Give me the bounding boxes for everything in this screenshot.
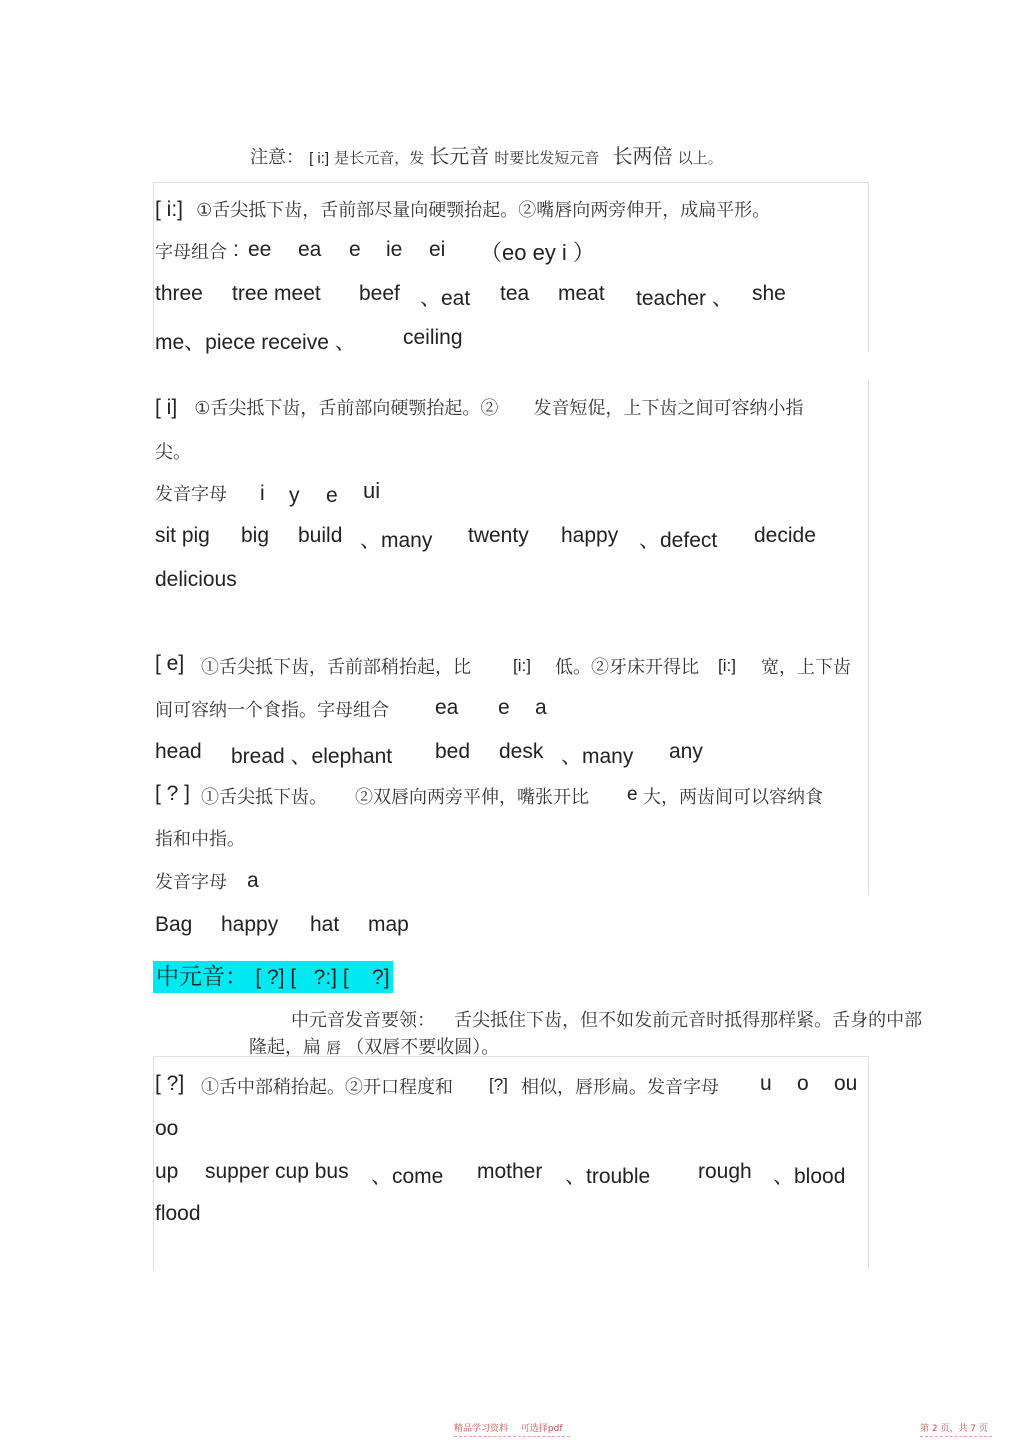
mid-tips-text-3: 唇 — [326, 1039, 342, 1057]
s1-words-line-2 — [155, 326, 855, 354]
note-text-4: 长两倍 — [612, 144, 673, 168]
s3-line-2: 间可容纳一个食指。字母组合 — [155, 700, 389, 721]
s2-description-3: 尖。 — [155, 442, 191, 463]
note-symbol: [ i:] — [309, 150, 330, 167]
s4-line-2: 指和中指。 — [155, 829, 245, 850]
letter: u — [760, 1072, 772, 1095]
mid-tips-line-1 — [291, 1006, 922, 1032]
s4-description-1: ①舌尖抵下齿。 — [201, 787, 327, 808]
s1-combo-label: 字母组合 — [155, 242, 227, 263]
letter: a — [535, 696, 547, 719]
s5-words-line-1 — [155, 1160, 865, 1188]
word: 、defect — [639, 529, 718, 552]
note-text-2: 长元音 — [429, 144, 490, 168]
word: three — [155, 282, 203, 305]
word: tea — [500, 282, 530, 305]
s1-description: ①舌尖抵下齿，舌前部尽量向硬颚抬起。②嘴唇向两旁伸开，成扁平形。 — [196, 200, 771, 221]
word: 、many — [360, 529, 433, 552]
footer-page-number: 第 2 页，共 7 页 — [920, 1424, 988, 1434]
s4-letters-line — [155, 868, 455, 896]
s3-description-3: 宽，上下齿 — [761, 657, 851, 678]
note-text-5: 以上。 — [677, 149, 723, 167]
word: tree meet — [232, 282, 321, 305]
word: supper cup bus — [205, 1160, 349, 1183]
s1-symbol: [ i:] — [155, 198, 184, 221]
s3-symbol: [ e] — [155, 652, 185, 675]
word: hat — [310, 913, 340, 936]
footer-left-text-2: 可选择pdf — [520, 1424, 563, 1434]
letter: y — [289, 484, 300, 507]
mid-heading-zh: 中元音： — [156, 964, 248, 990]
s5-description-line — [155, 1072, 865, 1100]
s3-letters-line — [155, 696, 855, 724]
word: meat — [558, 282, 605, 305]
word: any — [669, 740, 703, 763]
s1-combo-extra: （eo ey i ） — [480, 240, 595, 265]
mid-vowel-heading — [153, 961, 393, 993]
s5-word: flood — [155, 1202, 201, 1225]
s1-combo-item: ee — [248, 238, 272, 261]
word: bread 、elephant — [231, 745, 393, 768]
mid-tips-text-2: 隆起，扁 — [249, 1037, 321, 1058]
word: me、piece receive 、 — [155, 331, 356, 354]
s3-description-1: ①舌尖抵下齿，舌前部稍抬起，比 — [201, 657, 471, 678]
s1-combo-item: ei — [429, 238, 446, 261]
word: happy — [221, 913, 279, 936]
box1-top-border — [153, 182, 869, 183]
note-text-3: 时要比发短元音 — [494, 149, 600, 167]
word: beef — [359, 282, 400, 305]
letter: ea — [435, 696, 459, 719]
s2-description-line — [155, 394, 804, 420]
word: teacher 、 — [636, 287, 733, 310]
s4-letter-ref: e — [627, 784, 638, 805]
word: 、blood — [773, 1165, 846, 1188]
word: map — [368, 913, 409, 936]
footer-left — [454, 1421, 563, 1434]
s1-words-line-1 — [155, 282, 855, 310]
letter: ui — [363, 478, 381, 503]
note-line — [250, 140, 723, 169]
footer-right-dashes — [920, 1436, 992, 1437]
letter: a — [247, 869, 259, 892]
letter: o — [797, 1072, 809, 1095]
s5-symbol-ref: [?] — [489, 1075, 508, 1094]
word: sit pig — [155, 524, 210, 547]
s2-letters-label: 发音字母 — [155, 484, 227, 505]
word: mother — [477, 1160, 543, 1183]
s5-letter: oo — [155, 1117, 179, 1140]
s4-description-3: 大，两齿间可以容纳食 — [643, 787, 823, 808]
s5-description-1: ①舌中部稍抬起。②开口程度和 — [201, 1077, 453, 1098]
word: 、trouble — [565, 1165, 651, 1188]
box3-right-border — [868, 1056, 869, 1270]
footer-left-dashes — [454, 1436, 570, 1437]
word: desk — [499, 740, 544, 763]
s3-description-2: 低。②牙床开得比 — [555, 657, 699, 678]
box2-right-border — [868, 380, 869, 895]
note-prefix: 注意： — [250, 147, 304, 168]
s4-letters-label: 发音字母 — [155, 872, 227, 893]
box1-left-border — [153, 182, 154, 352]
s3-symbol-ref: [i:] — [513, 656, 531, 675]
box1-right-border — [868, 182, 869, 352]
word: she — [752, 282, 786, 305]
box3-left-border — [153, 1056, 154, 1270]
word: 、come — [371, 1165, 444, 1188]
word: decide — [754, 524, 816, 547]
word: ceiling — [403, 326, 463, 349]
letter: e — [326, 484, 338, 507]
s1-combo-item: ea — [298, 238, 322, 261]
s4-description-2: ②双唇向两旁平伸，嘴张开比 — [355, 787, 589, 808]
word: up — [155, 1160, 179, 1183]
s4-symbol: [ ? ] — [155, 782, 191, 805]
s2-description-2: 发音短促，上下齿之间可容纳小指 — [533, 398, 804, 419]
word: bed — [435, 740, 471, 763]
mid-tips-line-2 — [249, 1033, 499, 1059]
letter: e — [498, 696, 510, 719]
mid-tips-label: 中元音发音要领： — [291, 1010, 435, 1031]
s1-combo-colon: : — [233, 238, 239, 261]
s1-combo-item: e — [349, 238, 361, 261]
s3-symbol-ref: [i:] — [718, 656, 736, 675]
word: rough — [698, 1160, 752, 1183]
word: twenty — [468, 524, 529, 547]
s4-description-line — [155, 782, 865, 810]
word: 、eat — [420, 287, 471, 310]
s2-letters-line — [155, 480, 855, 508]
s2-symbol: [ i] — [155, 396, 178, 419]
footer-left-text-1: 精品学习资料 — [454, 1424, 509, 1434]
s2-words-line-1 — [155, 524, 855, 552]
word: big — [241, 524, 270, 547]
mid-tips-text: 舌尖抵住下齿，但不如发前元音时抵得那样紧。舌身的中部 — [454, 1010, 923, 1031]
s3-words-line — [155, 740, 855, 768]
word: 、many — [561, 745, 634, 768]
s2-word: delicious — [155, 568, 237, 591]
word: happy — [561, 524, 619, 547]
s5-symbol: [ ?] — [155, 1072, 185, 1095]
s4-words-line — [155, 913, 555, 941]
letter: ou — [834, 1072, 858, 1095]
mid-heading-symbols: [ ?] [ ?:] [ ?] — [255, 966, 390, 989]
s1-description-line — [155, 196, 770, 222]
mid-tips-text-4: （双唇不要收圆）。 — [346, 1037, 500, 1058]
word: Bag — [155, 913, 193, 936]
letter: i — [260, 482, 265, 505]
s1-combo-line — [155, 238, 855, 266]
word: build — [298, 524, 343, 547]
s5-description-2: 相似，唇形扁。发音字母 — [521, 1077, 719, 1098]
s3-description-line — [155, 652, 865, 680]
s1-combo-item: ie — [386, 238, 403, 261]
note-text-1: 是长元音，发 — [334, 149, 425, 167]
s2-description-1: ①舌尖抵下齿，舌前部向硬颚抬起。② — [194, 398, 499, 419]
word: head — [155, 740, 202, 763]
